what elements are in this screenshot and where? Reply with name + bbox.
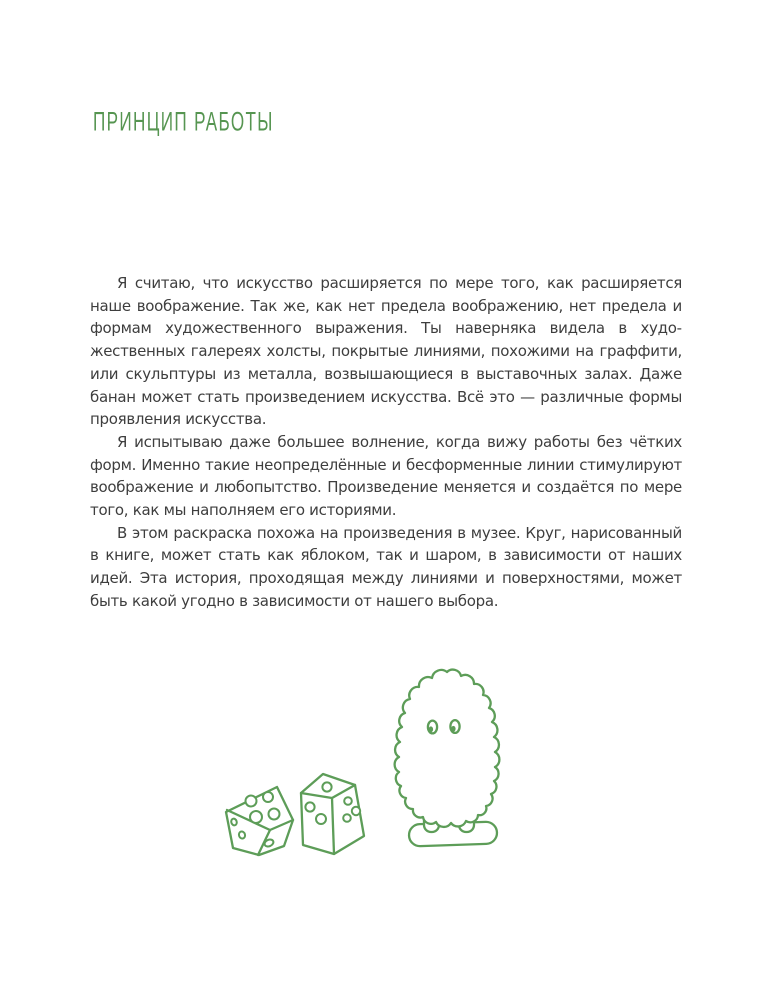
die-pip <box>230 818 237 826</box>
die-pip <box>269 809 280 820</box>
die-pip <box>305 802 314 811</box>
creature-pupil-left <box>429 726 433 732</box>
creature-eye-right <box>450 720 459 733</box>
die-pip <box>250 811 262 823</box>
creature-pupil-right <box>451 726 455 732</box>
dice-and-creature-illustration <box>200 650 520 865</box>
paragraph-1: Я считаю, что искусство расширяется по мере того, как расширяется наше воображение. Так же, как нет предела воображению, нет предела и формам художественного выражения. Ты наверняка видела в художественных галереях холсты, покрытые линиями, похожими на граффити, или скульптуры из металла, возвышающиеся в выставочных залах. Даже банан может стать произведением искусства. Всё это — различные формы проявления искусства. <box>90 274 682 429</box>
die-pip <box>263 792 273 802</box>
die-pip <box>246 796 257 807</box>
paragraph-2: Я испытываю даже большее волнение, когда вижу работы без чётких форм. Именно такие неопределённые и бесформенные линии стимулируют воображение и любопытство. Произведение меняется и создаётся по мере того, как мы наполняем его историями. <box>90 432 682 520</box>
paragraph-3: В этом раскраска похожа на произведения в музее. Круг, нарисованный в книге, может стать как яблоком, так и шаром, в зависимости от наших идей. Эта история, проходящая между линиями и поверхностями, может быть какой угодно в зависимости от нашего выбора. <box>90 523 682 610</box>
die-pip <box>316 814 326 824</box>
die-pip <box>352 807 360 815</box>
right-die-illustration <box>301 774 364 854</box>
fluffy-creature-illustration <box>395 670 500 847</box>
creature-body <box>395 670 500 827</box>
creature-eye-left <box>428 721 437 734</box>
left-die-illustration <box>226 787 293 855</box>
die-pip <box>344 797 352 805</box>
die-pip <box>343 814 351 822</box>
die-pip <box>238 831 246 840</box>
body-text <box>90 272 682 613</box>
die-pip <box>322 782 331 791</box>
page-title: ПРИНЦИП РАБОТЫ <box>93 107 274 138</box>
